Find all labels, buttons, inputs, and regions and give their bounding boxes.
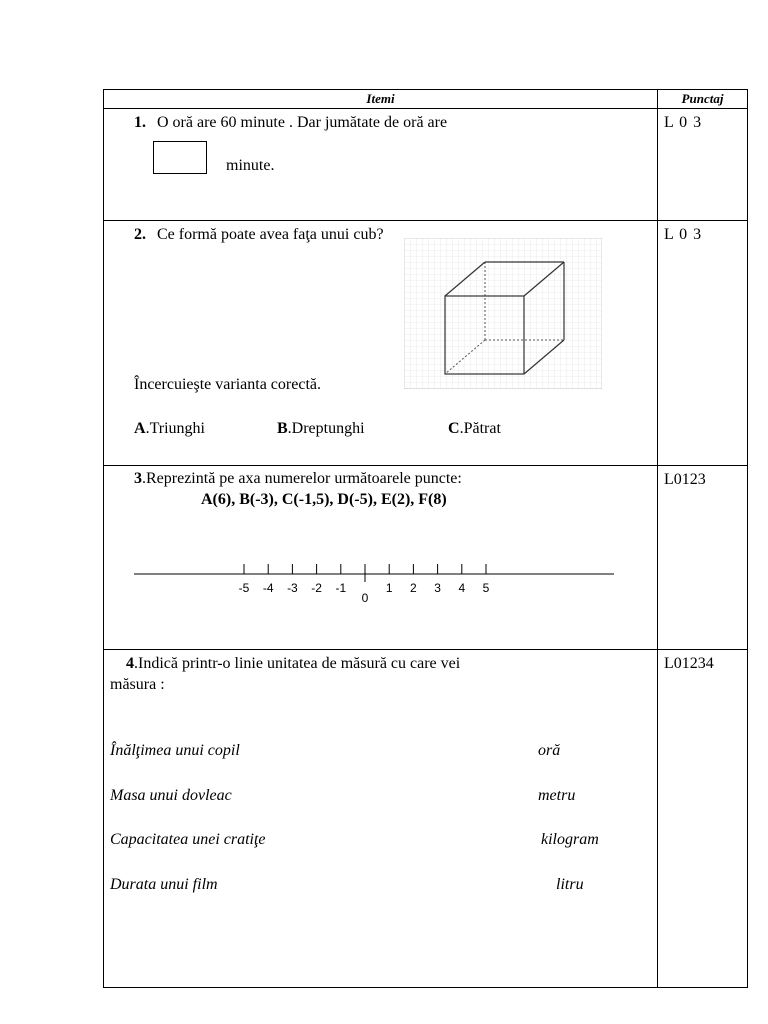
q4-left-item-3[interactable]: Capacitatea unei cratiţe [110, 831, 266, 848]
question-1-cell [104, 109, 657, 220]
question-3-cell [104, 466, 657, 649]
q3-points: L0123 [664, 471, 706, 488]
tick-label--5: -5 [238, 581, 250, 595]
q2-option-a[interactable] [134, 420, 205, 438]
q4-right-item-1[interactable]: oră [538, 742, 561, 759]
question-2-cell [104, 221, 657, 465]
q2-option-c-letter: C [448, 420, 460, 437]
q2-number: 2. [134, 226, 146, 243]
q4-text-line-1 [126, 655, 460, 673]
question-2-row [104, 221, 748, 466]
q2-option-b-text: .Dreptunghi [287, 420, 365, 437]
q1-text: O oră are 60 minute . Dar jumătate de oră are [157, 114, 448, 131]
tick-label-3: 3 [434, 581, 441, 595]
q4-right-item-3[interactable]: kilogram [541, 831, 599, 848]
items-header: Itemi [104, 90, 658, 109]
tick-label--3: -3 [287, 581, 298, 595]
q4-left-item-1[interactable]: Înălţimea unui copil [110, 742, 240, 759]
q2-instruction: Încercuieşte varianta corectă. [134, 376, 321, 393]
q1-answer-box[interactable] [153, 141, 207, 174]
q4-left-item-4[interactable]: Durata unui film [110, 876, 218, 893]
tick-label-0: 0 [361, 591, 369, 605]
q2-text: Ce formă poate avea faţa unui cub? [157, 226, 384, 243]
tick-label--1: -1 [335, 581, 347, 595]
q1-number: 1. [134, 114, 146, 131]
q4-points: L01234 [664, 655, 714, 672]
test-table [103, 89, 748, 988]
q3-text-line [134, 470, 462, 488]
q4-left-item-2[interactable]: Masa unui dovleac [110, 787, 232, 804]
tick-label-1: 1 [385, 581, 393, 595]
question-4-row [104, 650, 748, 988]
q4-right-item-2[interactable]: metru [538, 787, 576, 804]
q2-option-b[interactable] [277, 420, 365, 438]
grid-background [404, 238, 602, 389]
q2-option-a-text: .Triunghi [145, 420, 205, 437]
question-4-cell [104, 650, 657, 987]
q4-text-1: .Indică printr-o linie unitatea de măsură cu care vei [134, 655, 461, 672]
q4-number: 4 [126, 655, 134, 672]
q2-option-b-letter: B [277, 420, 288, 437]
number-line[interactable] [134, 558, 614, 618]
q3-number: 3 [134, 470, 142, 487]
question-3-row [104, 466, 748, 650]
q4-right-item-4[interactable]: litru [556, 876, 584, 893]
question-1-row [104, 109, 748, 221]
q2-option-a-letter: A [134, 420, 146, 437]
tick-label-2: 2 [410, 581, 417, 595]
q2-option-c[interactable] [448, 420, 501, 438]
tick-label-5: 5 [482, 581, 490, 595]
q2-option-c-text: .Pătrat [459, 420, 501, 437]
q4-text-line-2: măsura : [110, 676, 165, 693]
header-row [104, 90, 748, 109]
tick-label--4: -4 [262, 581, 274, 595]
points-header: Punctaj [658, 90, 748, 109]
tick-label-4: 4 [458, 581, 466, 595]
axis-tick-labels [239, 581, 490, 605]
q1-suffix: minute. [226, 157, 275, 174]
q1-points: L 0 3 [664, 114, 703, 131]
q2-points: L 0 3 [664, 226, 703, 243]
cube-figure [404, 238, 602, 389]
tick-label--2: -2 [311, 581, 322, 595]
q3-points-list: A(6), B(-3), C(-1,5), D(-5), E(2), F(8) [201, 491, 447, 508]
axis-ticks [244, 564, 486, 582]
q3-text: .Reprezintă pe axa numerelor următoarele puncte: [142, 470, 462, 487]
